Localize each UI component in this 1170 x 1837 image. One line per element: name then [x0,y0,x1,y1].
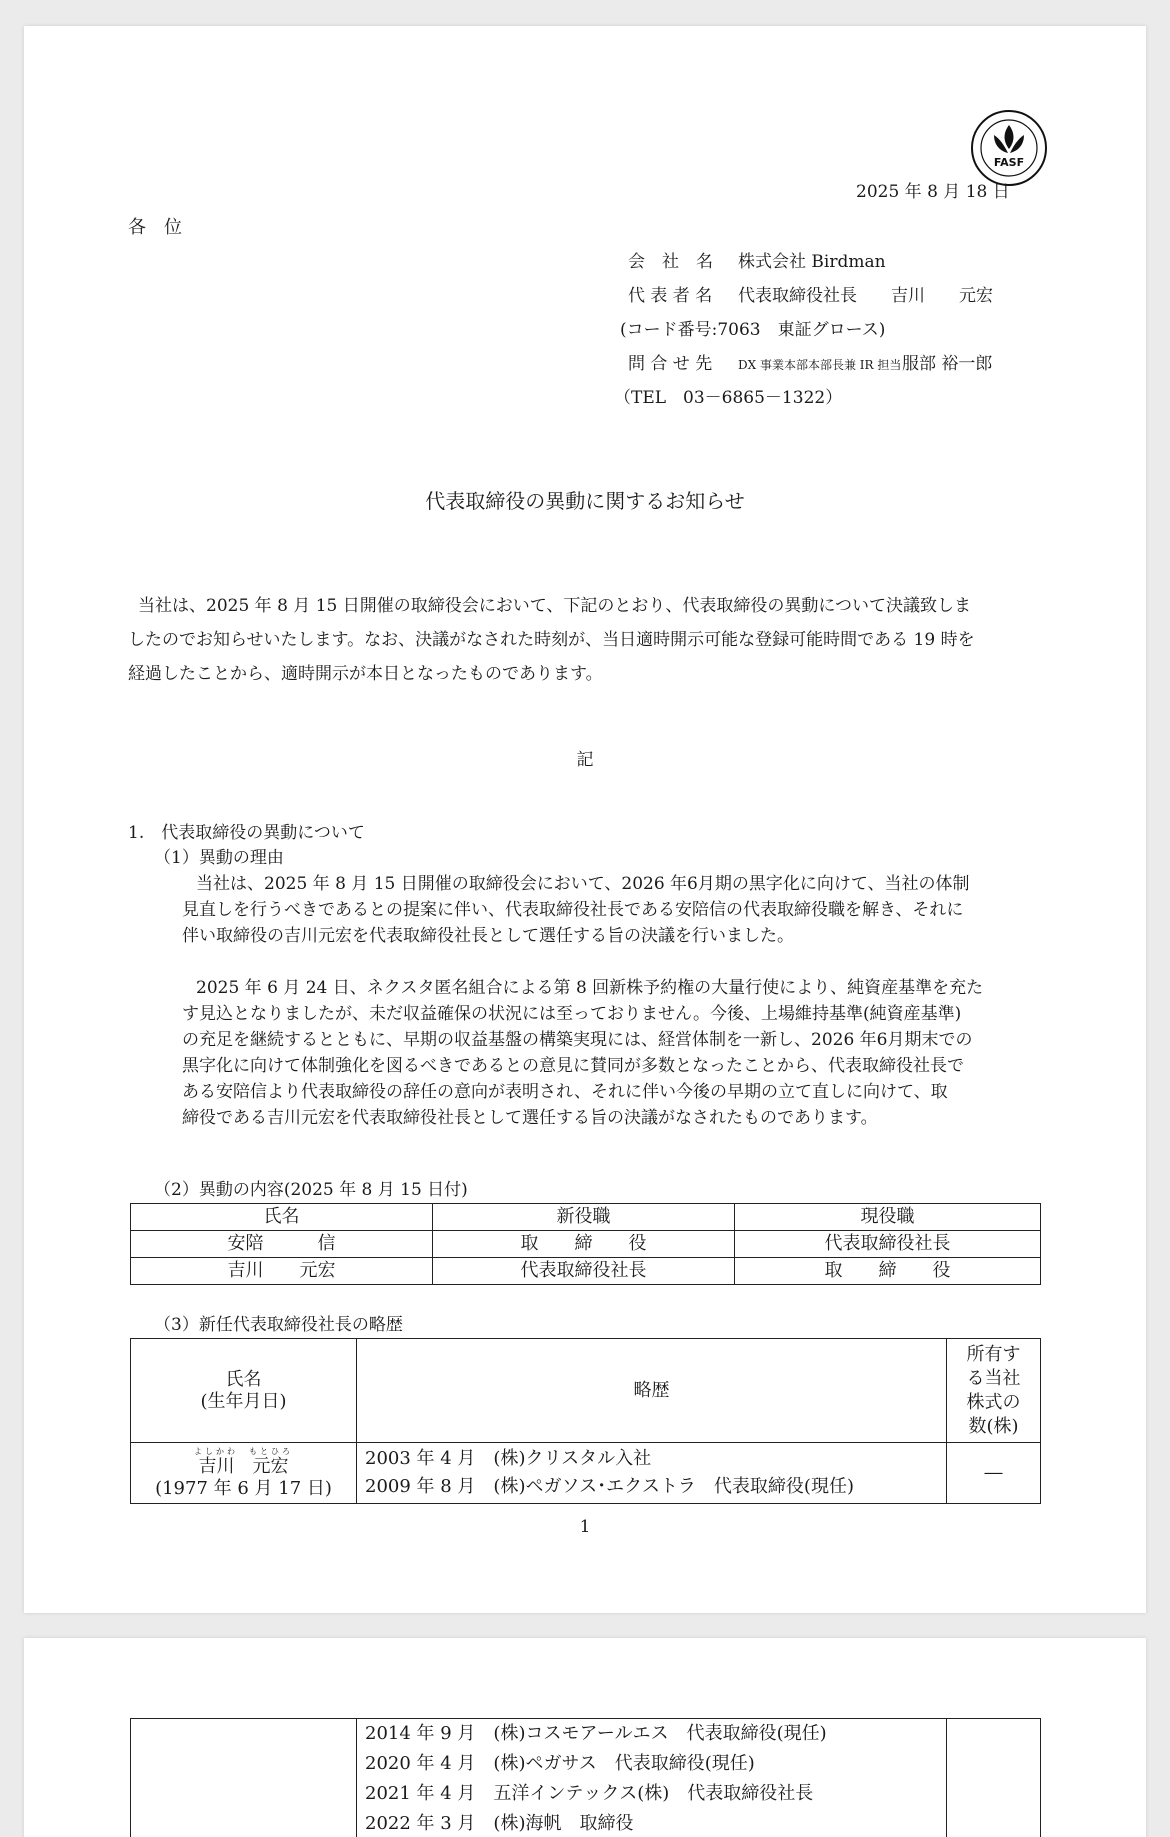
header-new-position: 新役職 [433,1204,735,1231]
person-birth: (1977 年 6 月 17 日) [155,1477,332,1499]
row-name: 安陪 信 [131,1231,433,1258]
reason-p1-line-1: 当社は、2025 年 8 月 15 日開催の取締役会において、2026 年6月期の黒字化に向けて、当社の体制 [196,874,970,894]
history-item: 2020 年 4 月 (株)ペガサス 代表取締役(現任) [365,1753,755,1774]
history-cell [357,1443,947,1504]
representative-label: 代 表 者 名 [628,286,713,306]
contact-label: 問 合 せ 先 [628,354,713,374]
header-birth: (生年月日) [200,1390,287,1412]
svg-text:FASF: FASF [993,156,1025,169]
reason-p2-line-3: の充足を継続するとともに、早期の収益基盤の構築実現には、経営体制を一新し、2026 年6月期末での [182,1030,973,1050]
contact-tel: （TEL 03－6865－1322） [614,388,843,408]
document-date: 2025 年 8 月 18 日 [856,182,1010,202]
history-item: 2009 年 8 月 (株)ペガソス･エクストラ 代表取締役(現任) [365,1476,854,1497]
table-row [131,1258,1041,1285]
career-table-continued [130,1718,1041,1837]
header-name: 氏名 [225,1368,262,1390]
stock-code: (コード番号:7063 東証グロース) [620,320,886,340]
history-item: 2003 年 4 月 (株)クリスタル入社 [365,1448,652,1469]
document-page-2 [24,1638,1146,1837]
name-ruby: よしかわ もとひろ [194,1446,293,1456]
reason-p2-line-5: ある安陪信より代表取締役の辞任の意向が表明され、それに伴い今後の早期の立て直しに向けて、取 [182,1082,948,1102]
company-value: 株式会社 Birdman [738,252,886,272]
table-row [131,1231,1041,1258]
table-row [131,1719,1041,1837]
contact-title: DX 事業本部本部長兼 IR 担当 [738,358,902,372]
person-cell-empty [131,1719,357,1837]
page-number: 1 [579,1517,591,1537]
representative-value: 代表取締役社長 吉川 元宏 [738,286,993,306]
fasf-seal-icon [970,109,1048,187]
history-item: 2021 年 4 月 五洋インテックス(株) 代表取締役社長 [365,1783,814,1804]
shares-cell-empty [947,1719,1041,1837]
document-page-1 [24,26,1146,1613]
person-name: 吉川 元宏 [198,1455,289,1477]
intro-line-3: 経過したことから、適時開示が本日となったものであります。 [128,664,603,684]
header-shares: 所有す る当社 株式の 数(株) [947,1339,1041,1443]
row-current-position: 取 締 役 [735,1258,1041,1285]
row-name: 吉川 元宏 [131,1258,433,1285]
ki-heading: 記 [576,750,594,770]
section-1-2-heading: （2）異動の内容(2025 年 8 月 15 日付) [154,1180,468,1200]
table-row [131,1443,1041,1504]
reason-p2-line-2: す見込となりましたが、未だ収益確保の状況には至っておりません。今後、上場維持基準(純資産基準) [182,1004,962,1024]
history-cell [357,1719,947,1837]
career-table [130,1338,1041,1504]
addressee: 各 位 [128,217,182,238]
person-cell [131,1443,357,1504]
contact-name: 服部 裕一郎 [902,354,993,374]
fasf-seal [970,109,1048,187]
career-table-header [131,1339,1041,1443]
intro-line-2: したのでお知らせいたします。なお、決議がなされた時刻が、当日適時開示可能な登録可能時間である 19 時を [128,630,975,650]
row-current-position: 代表取締役社長 [735,1231,1041,1258]
row-new-position: 代表取締役社長 [433,1258,735,1285]
reason-p2-line-1: 2025 年 6 月 24 日、ネクスタ匿名組合による第 8 回新株予約権の大量行使により、純資産基準を充た [196,978,984,998]
change-table-header [131,1204,1041,1231]
header-history: 略歴 [357,1339,947,1443]
intro-line-1: 当社は、2025 年 8 月 15 日開催の取締役会において、下記のとおり、代表取締役の異動について決議致しま [138,596,972,616]
change-table [130,1203,1041,1285]
section-1-3-heading: （3）新任代表取締役社長の略歴 [154,1315,403,1335]
reason-p1-line-3: 伴い取締役の吉川元宏を代表取締役社長として選任する旨の決議を行いました。 [182,926,794,946]
section-1-heading: 1. 代表取締役の異動について [128,823,365,843]
shares-cell: ― [947,1443,1041,1504]
reason-p1-line-2: 見直しを行うべきであるとの提案に伴い、代表取締役社長である安陪信の代表取締役職を解き、それに [182,900,964,920]
company-label: 会 社 名 [628,252,713,272]
history-item: 2014 年 9 月 (株)コスモアールエス 代表取締役(現任) [365,1723,827,1744]
reason-p2-line-4: 黒字化に向けて体制強化を図るべきであるとの意見に賛同が多数となったことから、代表取締役社長で [182,1056,964,1076]
section-1-1-heading: （1）異動の理由 [154,848,284,868]
reason-p2-line-6: 締役である吉川元宏を代表取締役社長として選任する旨の決議がなされたものであります。 [182,1108,878,1128]
header-name-birth [131,1339,357,1443]
document-title: 代表取締役の異動に関するお知らせ [425,489,745,513]
header-name: 氏名 [131,1204,433,1231]
row-new-position: 取 締 役 [433,1231,735,1258]
header-current-position: 現役職 [735,1204,1041,1231]
history-item: 2022 年 3 月 (株)海帆 取締役 [365,1813,634,1834]
